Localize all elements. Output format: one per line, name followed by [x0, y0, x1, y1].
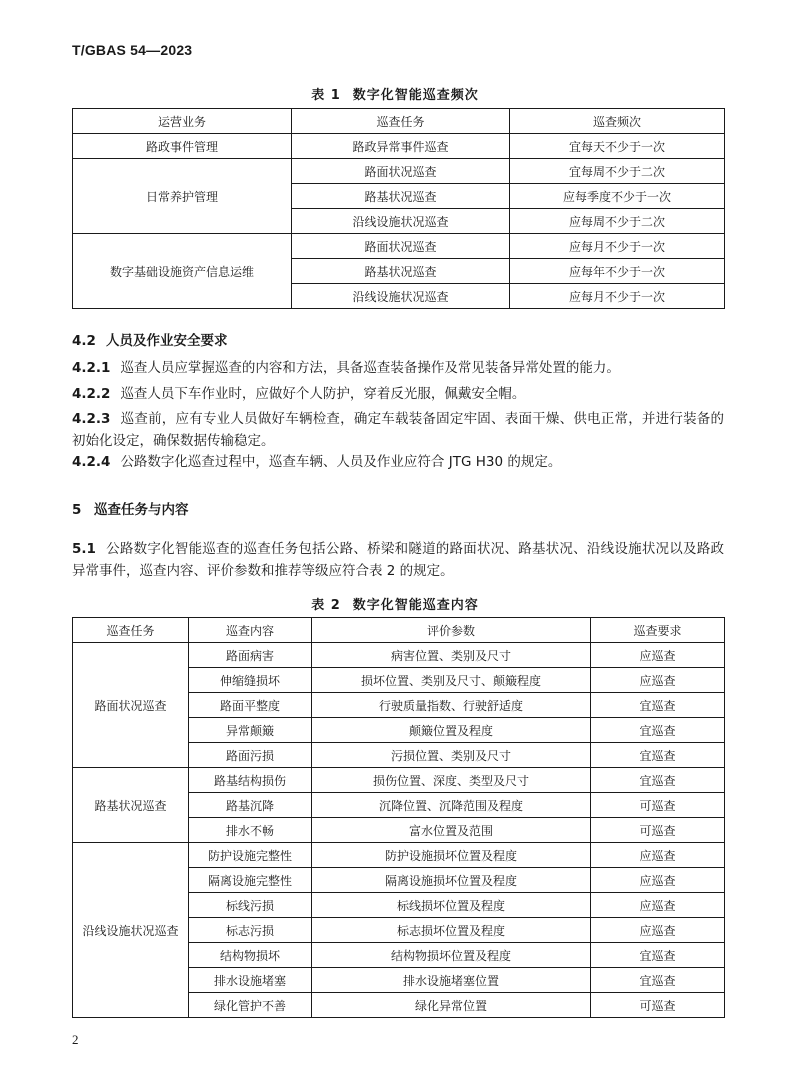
clause-text: 巡查前，应有专业人员做好车辆检查，确定车载装备固定牢固、表面干燥、供电正常，并进行装备的初始化设定，确保数据传输稳定。 [72, 411, 724, 449]
frequency-cell: 应每月不少于一次 [510, 284, 725, 309]
content-cell: 路面病害 [189, 643, 312, 668]
content-cell: 标志污损 [189, 918, 312, 943]
parameter-cell: 结构物损坏位置及程度 [312, 943, 591, 968]
content-cell: 排水不畅 [189, 818, 312, 843]
frequency-cell: 应每季度不少于一次 [510, 184, 725, 209]
frequency-cell: 应每周不少于二次 [510, 209, 725, 234]
table2-caption [0, 594, 790, 613]
frequency-cell: 宜每天不少于一次 [510, 134, 725, 159]
clause [72, 451, 724, 473]
content-cell: 防护设施完整性 [189, 843, 312, 868]
requirement-cell: 宜巡查 [591, 718, 725, 743]
table2-label: 表 2 [311, 598, 341, 613]
clause-text: 公路数字化巡查过程中，巡查车辆、人员及作业应符合 JTG H30 的规定。 [120, 454, 562, 470]
task-cell: 沿线设施状况巡查 [292, 284, 510, 309]
table1-header: 巡查任务 [292, 109, 510, 134]
content-cell: 路面平整度 [189, 693, 312, 718]
standard-number: T/GBAS 54—2023 [72, 42, 193, 58]
parameter-cell: 污损位置、类别及尺寸 [312, 743, 591, 768]
clause-number: 4.2.3 [72, 411, 111, 427]
chapter-title: 巡查任务与内容 [94, 502, 189, 518]
frequency-cell: 宜每周不少于二次 [510, 159, 725, 184]
requirement-cell: 应巡查 [591, 668, 725, 693]
section-title: 人员及作业安全要求 [106, 333, 228, 349]
requirement-cell: 应巡查 [591, 843, 725, 868]
clause-text: 巡查人员应掌握巡查的内容和方法，具备巡查装备操作及常见装备异常处置的能力。 [120, 360, 620, 376]
content-cell: 伸缩缝损坏 [189, 668, 312, 693]
requirement-cell: 宜巡查 [591, 768, 725, 793]
chapter-number: 5 [72, 502, 82, 518]
task-cell: 路面状况巡查 [292, 234, 510, 259]
content-cell: 排水设施堵塞 [189, 968, 312, 993]
table-row [73, 643, 725, 668]
business-cell: 路政事件管理 [73, 134, 292, 159]
section-heading [72, 329, 228, 349]
requirement-cell: 宜巡查 [591, 693, 725, 718]
clause-number: 5.1 [72, 541, 96, 557]
table-row [73, 134, 725, 159]
table2-header: 巡查要求 [591, 618, 725, 643]
clause-number: 4.2.4 [72, 454, 111, 470]
requirement-cell: 宜巡查 [591, 968, 725, 993]
clause [72, 408, 724, 452]
task-cell: 路政异常事件巡查 [292, 134, 510, 159]
parameter-cell: 颠簸位置及程度 [312, 718, 591, 743]
table1-header: 巡查频次 [510, 109, 725, 134]
table-row [73, 159, 725, 184]
parameter-cell: 绿化异常位置 [312, 993, 591, 1018]
content-cell: 路基沉降 [189, 793, 312, 818]
requirement-cell: 宜巡查 [591, 743, 725, 768]
requirement-cell: 可巡查 [591, 993, 725, 1018]
content-cell: 结构物损坏 [189, 943, 312, 968]
table1-caption [0, 84, 790, 103]
table1-title: 数字化智能巡查频次 [352, 88, 479, 103]
parameter-cell: 防护设施损坏位置及程度 [312, 843, 591, 868]
task-cell: 沿线设施状况巡查 [73, 843, 189, 1018]
chapter-heading [72, 498, 189, 518]
task-cell: 路面状况巡查 [73, 643, 189, 768]
table-row [73, 768, 725, 793]
parameter-cell: 病害位置、类别及尺寸 [312, 643, 591, 668]
section-number: 4.2 [72, 333, 96, 349]
content-cell: 路基结构损伤 [189, 768, 312, 793]
page-number: 2 [72, 1032, 79, 1047]
table2-title: 数字化智能巡查内容 [352, 598, 479, 613]
parameter-cell: 行驶质量指数、行驶舒适度 [312, 693, 591, 718]
task-cell: 路基状况巡查 [292, 184, 510, 209]
parameter-cell: 损伤位置、深度、类型及尺寸 [312, 768, 591, 793]
clause-number: 4.2.2 [72, 386, 111, 402]
requirement-cell: 应巡查 [591, 868, 725, 893]
business-cell: 日常养护管理 [73, 159, 292, 234]
table-row [73, 843, 725, 868]
table1 [72, 108, 725, 309]
table2-header: 评价参数 [312, 618, 591, 643]
content-cell: 隔离设施完整性 [189, 868, 312, 893]
frequency-cell: 应每月不少于一次 [510, 234, 725, 259]
table1-header: 运营业务 [73, 109, 292, 134]
task-cell: 路基状况巡查 [292, 259, 510, 284]
parameter-cell: 富水位置及范围 [312, 818, 591, 843]
parameter-cell: 隔离设施损坏位置及程度 [312, 868, 591, 893]
requirement-cell: 可巡查 [591, 818, 725, 843]
clause [72, 383, 724, 405]
clause [72, 538, 724, 582]
table1-label: 表 1 [311, 88, 341, 103]
clause [72, 357, 724, 379]
requirement-cell: 可巡查 [591, 793, 725, 818]
requirement-cell: 应巡查 [591, 893, 725, 918]
business-cell: 数字基础设施资产信息运维 [73, 234, 292, 309]
parameter-cell: 排水设施堵塞位置 [312, 968, 591, 993]
clause-text: 巡查人员下车作业时，应做好个人防护，穿着反光服，佩戴安全帽。 [120, 386, 526, 402]
task-cell: 沿线设施状况巡查 [292, 209, 510, 234]
frequency-cell: 应每年不少于一次 [510, 259, 725, 284]
content-cell: 路面污损 [189, 743, 312, 768]
requirement-cell: 宜巡查 [591, 943, 725, 968]
requirement-cell: 应巡查 [591, 918, 725, 943]
content-cell: 标线污损 [189, 893, 312, 918]
table-row [73, 234, 725, 259]
clause-number: 4.2.1 [72, 360, 111, 376]
content-cell: 绿化管护不善 [189, 993, 312, 1018]
requirement-cell: 应巡查 [591, 643, 725, 668]
content-cell: 异常颠簸 [189, 718, 312, 743]
parameter-cell: 损坏位置、类别及尺寸、颠簸程度 [312, 668, 591, 693]
table2 [72, 617, 725, 1018]
parameter-cell: 沉降位置、沉降范围及程度 [312, 793, 591, 818]
table2-header: 巡查内容 [189, 618, 312, 643]
task-cell: 路面状况巡查 [292, 159, 510, 184]
clause-text: 公路数字化智能巡查的巡查任务包括公路、桥梁和隧道的路面状况、路基状况、沿线设施状况以及路政异常事件，巡查内容、评价参数和推荐等级应符合表 2 的规定。 [72, 541, 724, 579]
parameter-cell: 标志损坏位置及程度 [312, 918, 591, 943]
table2-header: 巡查任务 [73, 618, 189, 643]
task-cell: 路基状况巡查 [73, 768, 189, 843]
parameter-cell: 标线损坏位置及程度 [312, 893, 591, 918]
